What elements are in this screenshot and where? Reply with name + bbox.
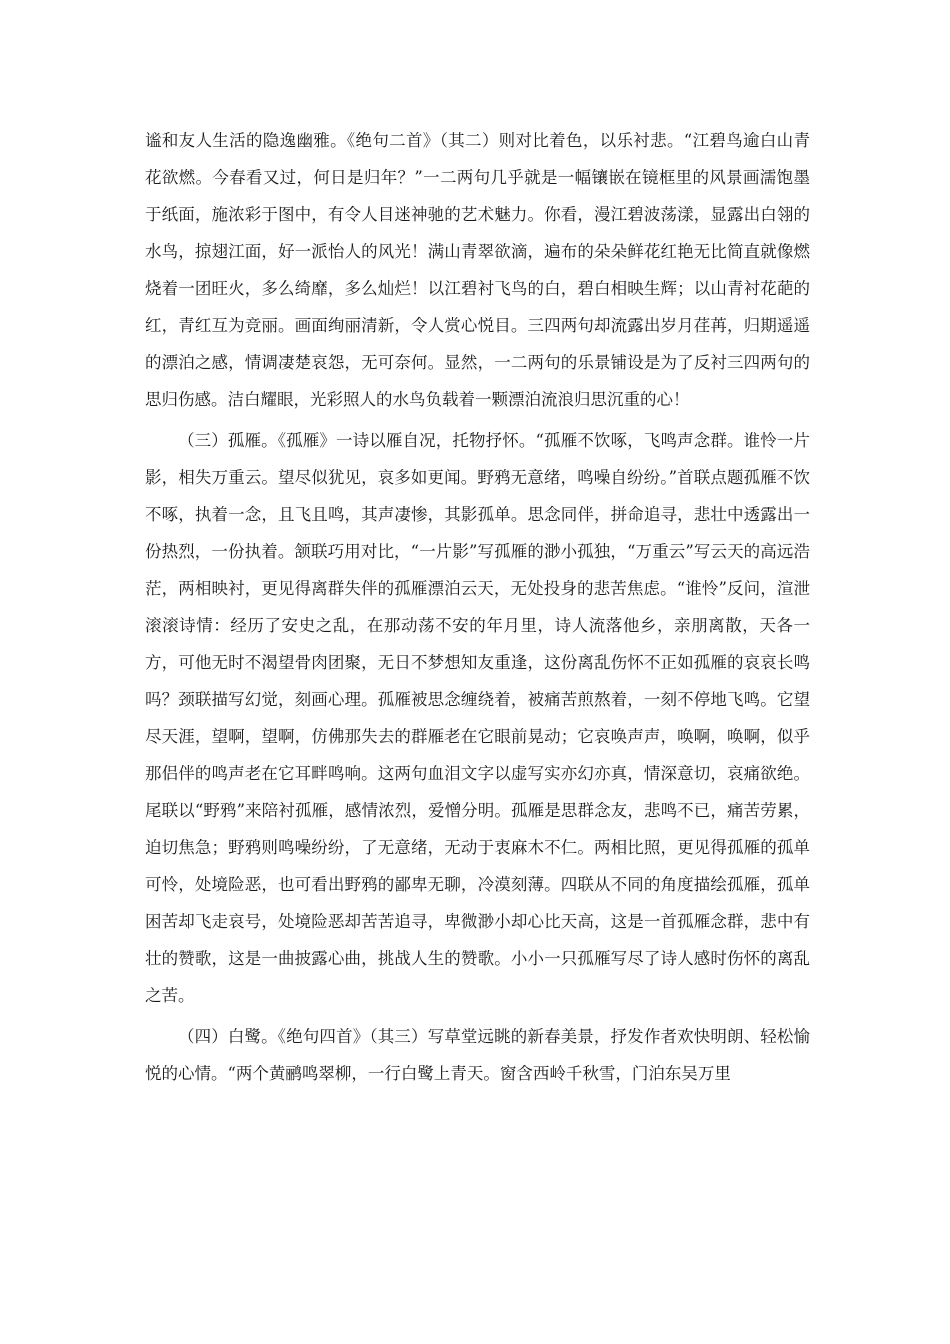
paragraph-bailu: （四）白鹭。《绝句四首》（其三）写草堂远眺的新春美景，抒发作者欢快明朗、轻松愉悦的心情。“两个黄鹂鸣翠柳，一行白鹭上青天。窗含西岭千秋雪，门泊东吴万里 xyxy=(145,1027,810,1083)
paragraph-guyan: （三）孤雁。《孤雁》一诗以雁自况，托物抒怀。“孤雁不饮啄，飞鸣声念群。谁怜一片影，相失万重云。望尽似犹见，哀多如更闻。野鸦无意绪，鸣噪自纷纷。”首联点题孤雁不饮不啄，执着一念，且飞且鸣，其声凄惨，其影孤单。思念同伴，拼命追寻，悲壮中透露出一份热烈，一份执着。颔联巧用对比，“一片影”写孤雁的渺小孤独，“万重云”写云天的高远浩茫，两相映衬，更见得离群失伴的孤雁漂泊云天，无处投身的悲苦焦虑。“谁怜”反问，渲泄滚滚诗情：经历了安史之乱，在那动荡不安的年月里，诗人流落他乡，亲朋离散，天各一方，可他无时不渴望骨肉团聚，无日不梦想知友重逢，这份离乱伤怀不正如孤雁的哀哀长鸣吗？颈联描写幻觉，刻画心理。孤雁被思念缠绕着，被痛苦煎熬着，一刻不停地飞鸣。它望尽天涯，望啊，望啊，仿佛那失去的群雁老在它眼前晃动；它哀唤声声，唤啊，唤啊，似乎那侣伴的鸣声老在它耳畔鸣响。这两句血泪文字以虚写实亦幻亦真，情深意切，哀痛欲绝。尾联以“野鸦”来陪衬孤雁，感情浓烈，爱憎分明。孤雁是思群念友，悲鸣不已，痛苦劳累，迫切焦急；野鸦则鸣噪纷纷，了无意绪，无动于衷麻木不仁。两相比照，更见得孤雁的孤单可怜，处境险恶，也可看出野鸦的鄙卑无聊，冷漠刻薄。四联从不同的角度描绘孤雁，孤单困苦却飞走哀号，处境险恶却苦苦追寻，卑微渺小却心比天高，这是一首孤雁念群，悲中有壮的赞歌，这是一曲披露心曲，挑战人生的赞歌。小小一只孤雁写尽了诗人感时伤怀的离乱之苦。 xyxy=(145,431,810,1005)
paragraph-jueju-erzhou: 谧和友人生活的隐逸幽雅。《绝句二首》（其二）则对比着色，以乐衬悲。“江碧鸟逾白山青花欲燃。今春看又过，何日是归年？”一二两句几乎就是一幅镶嵌在镜框里的风景画濡饱墨于纸面，施浓彩于图中，有令人目迷神驰的艺术魅力。你看，漫江碧波荡漾，显露出白翎的水鸟，掠翅江面，好一派怡人的风光！满山青翠欲滴，遍布的朵朵鲜花红艳无比简直就像燃烧着一团旺火，多么绮靡，多么灿烂！以江碧衬飞鸟的白，碧白相映生辉；以山青衬花葩的红，青红互为竞丽。画面绚丽清新，令人赏心悦目。三四两句却流露出岁月荏苒，归期遥遥的漂泊之感，情调凄楚哀怨，无可奈何。显然，一二两句的乐景铺设是为了反衬三四两句的思归伤感。洁白耀眼，光彩照人的水鸟负载着一颗漂泊流浪归思沉重的心！ xyxy=(145,131,810,409)
document-page xyxy=(145,122,810,1092)
